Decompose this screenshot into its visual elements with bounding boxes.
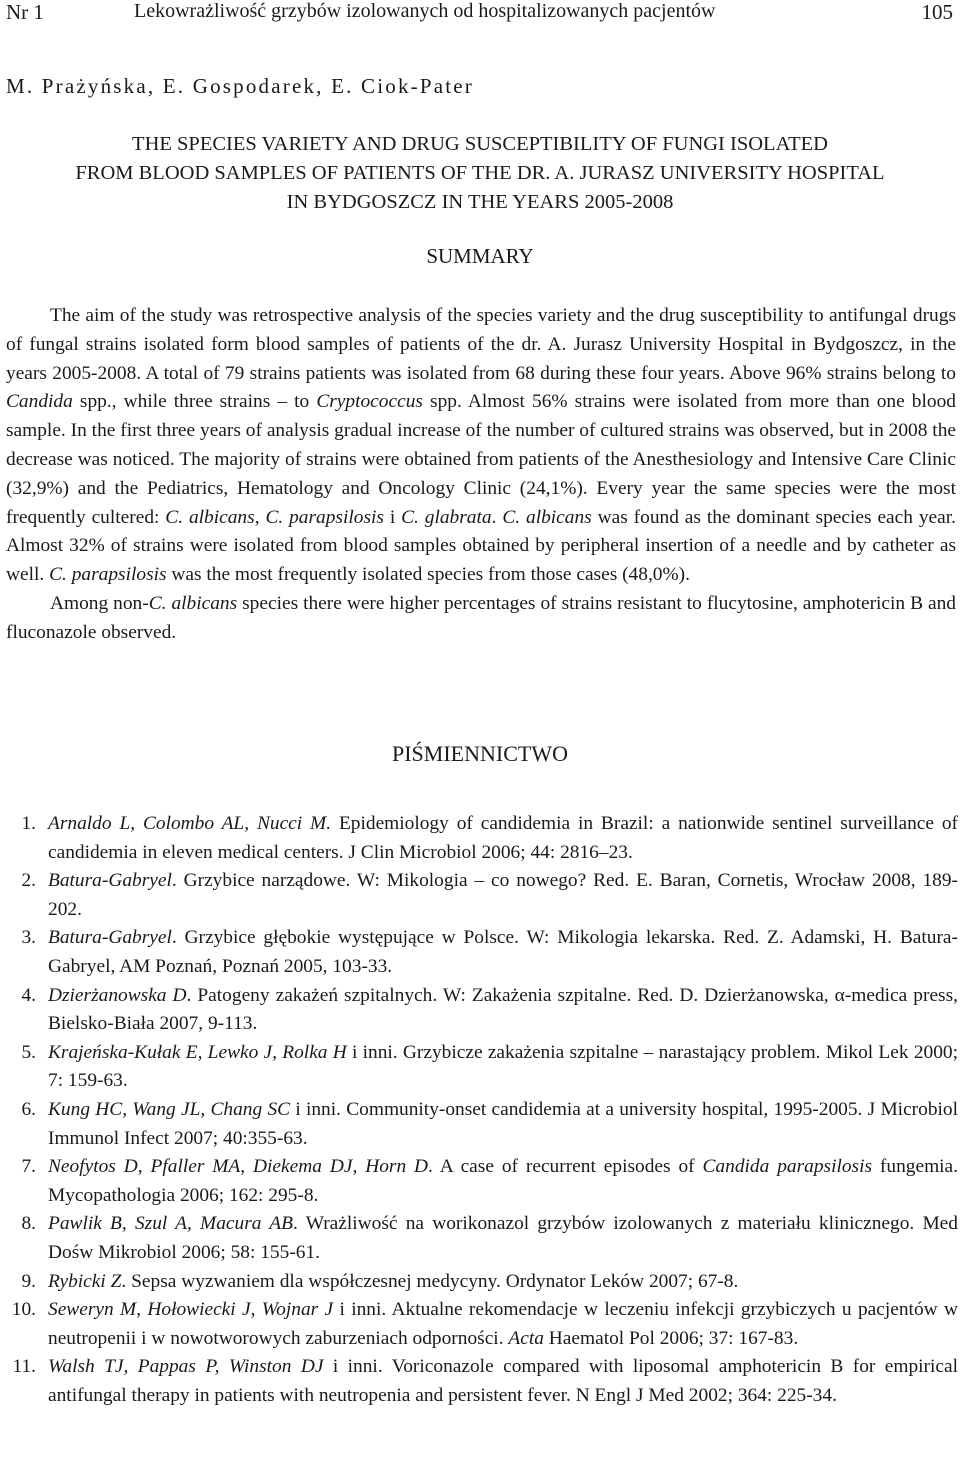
taxon-name: C. parapsilosis (49, 564, 167, 586)
reference-item (0, 1039, 958, 1096)
reference-item (0, 1153, 958, 1210)
taxon-name: C. parapsilosis (265, 506, 384, 528)
reference-number: 2. (21, 870, 36, 892)
reference-text: . Patogeny zakażeń szpitalnych. W: Zakażenia szpitalne. Red. D. Dzierżanowska, α-medica press, Bielsko-Biała 2007, 9-113. (48, 984, 958, 1035)
text-run: was the most frequently isolated species from those cases (48,0%). (166, 564, 690, 586)
page-number: 105 (921, 0, 953, 24)
reference-text: i inni. Voriconazole compared with liposomal amphotericin B for empirical antifungal therapy in patients with neutropenia and persistent fever. N Engl J Med 2002; 364: 225-34. (48, 1356, 959, 1406)
text-run: Among non- (50, 592, 149, 614)
taxon-name: Candida parapsilosis (702, 1156, 873, 1178)
reference-number: 9. (21, 1270, 36, 1292)
text-run: . (491, 506, 503, 528)
reference-authors: Dzierżanowska D (48, 984, 187, 1006)
journal-name: Acta (508, 1327, 544, 1349)
reference-text: i inni. Grzybicze zakażenia szpitalne – narastający problem. Mikol Lek 2000; 7: 159-63. (48, 1041, 958, 1092)
reference-authors: Arnaldo L, Colombo AL, Nucci M. (48, 813, 332, 834)
reference-item (0, 867, 958, 924)
reference-text: fungemia. Mycopathologia 2006; 162: 295-8. (48, 1156, 959, 1206)
reference-item (0, 1268, 958, 1297)
taxon-name: C. albicans (148, 592, 238, 614)
title-line: IN BYDGOSZCZ IN THE YEARS 2005-2008 (286, 191, 674, 213)
reference-number: 6. (21, 1098, 36, 1120)
reference-number: 1. (21, 813, 36, 834)
reference-text: Haematol Pol 2006; 37: 167-83. (543, 1327, 799, 1349)
taxon-name: C. albicans (165, 506, 255, 528)
reference-number: 8. (21, 1213, 36, 1235)
taxon-name: C. glabrata (401, 506, 492, 528)
running-title: Lekowrażliwość grzybów izolowanych od hospitalizowanych pacjentów (134, 0, 716, 22)
article-title (0, 130, 960, 217)
text-run: i (383, 506, 402, 528)
reference-item (0, 810, 958, 867)
summary-paragraph (6, 590, 956, 648)
summary-paragraph (6, 302, 956, 590)
reference-number: 10. (11, 1299, 36, 1321)
reference-item (0, 924, 958, 981)
text-run: was found as the dominant species each year. Almost 32% of strains were isolated from blood samples obtained by peripheral insertion of a needle and by catheter as well. (6, 506, 956, 586)
reference-text: Epidemiology of candidemia in Brazil: a nationwide sentinel surveillance of candidemia in eleven medical centers. J Clin Microbiol 2006; 44: 2816–23. (48, 813, 959, 863)
reference-item (0, 1353, 958, 1410)
reference-text: i inni. Aktualne rekomendacje w leczeniu infekcji grzybiczych u pacjentów w neutropenii i w nowotworowych zaburzeniach odporności. (48, 1299, 958, 1349)
reference-authors: Batura-Gabryel (48, 927, 172, 949)
reference-item (0, 982, 958, 1039)
reference-number: 5. (21, 1041, 36, 1063)
reference-item (0, 1096, 958, 1153)
reference-number: 3. (21, 927, 36, 949)
reference-authors: Walsh TJ, Pappas P, Winston DJ (48, 1356, 324, 1378)
reference-authors: Neofytos D, Pfaller MA, Diekema DJ, Horn D (48, 1156, 429, 1178)
reference-authors: Batura-Gabryel (48, 870, 172, 892)
title-line: THE SPECIES VARIETY AND DRUG SUSCEPTIBILITY OF FUNGI ISOLATED (132, 133, 828, 155)
taxon-name: C. albicans (502, 506, 592, 528)
reference-number: 4. (21, 984, 36, 1006)
reference-item (0, 1210, 958, 1267)
authors: M. Prażyńska, E. Gospodarek, E. Ciok-Pater (6, 74, 474, 98)
reference-number: 7. (21, 1156, 36, 1178)
text-run: spp. Almost 56% strains were isolated from more than one blood sample. In the first three years of analysis gradual increase of the number of cultured strains was observed, but in 2008 the decrease was noticed. The majority of strains were obtained from patients of the Anesthesiology and Intensive Care Clinic (32,9%) and the Pediatrics, Hematology and Oncology Clinic (24,1%). Every year the same species were the most frequently cultered: (6, 391, 956, 528)
taxon-name: Cryptococcus (316, 391, 423, 413)
title-line: FROM BLOOD SAMPLES OF PATIENTS OF THE DR. A. JURASZ UNIVERSITY HOSPITAL (75, 162, 885, 184)
text-run: spp., while three strains – to (72, 391, 317, 413)
text-run: , (254, 506, 266, 528)
reference-authors: Pawlik B, Szul A, Macura AB (48, 1213, 293, 1235)
reference-authors: Krajeńska-Kułak E, Lewko J, Rolka H (48, 1041, 347, 1063)
summary-body (6, 302, 956, 648)
references-heading: PIŚMIENNICTWO (392, 741, 568, 766)
reference-authors: Kung HC, Wang JL, Chang SC (48, 1098, 291, 1120)
issue-number: Nr 1 (6, 0, 44, 24)
reference-item (0, 1296, 958, 1353)
reference-text: . Grzybice narządowe. W: Mikologia – co nowego? Red. E. Baran, Cornetis, Wrocław 2008, 189-202. (48, 870, 958, 920)
running-header (0, 0, 960, 30)
reference-text: . Wrażliwość na worikonazol grzybów izolowanych z materiału klinicznego. Med Dośw Mikrobiol 2006; 58: 155-61. (48, 1213, 958, 1263)
reference-text: . Sepsa wyzwaniem dla współczesnej medycyny. Ordynator Leków 2007; 67-8. (121, 1270, 739, 1292)
summary-heading: SUMMARY (426, 244, 534, 268)
taxon-name: Candida (6, 391, 73, 413)
reference-number: 11. (12, 1356, 36, 1378)
text-run: species there were higher percentages of strains resistant to flucytosine, amphotericin B and fluconazole observed. (6, 592, 956, 643)
references-list (0, 810, 958, 1410)
reference-text: . A case of recurrent episodes of (428, 1156, 703, 1178)
reference-authors: Rybicki Z (48, 1270, 122, 1292)
reference-text: i inni. Community-onset candidemia at a university hospital, 1995-2005. J Microbiol Immunol Infect 2007; 40:355-63. (48, 1098, 958, 1149)
reference-authors: Seweryn M, Hołowiecki J, Wojnar J (48, 1299, 334, 1321)
reference-text: . Grzybice głębokie występujące w Polsce. W: Mikologia lekarska. Red. Z. Adamski, H. Batura-Gabryel, AM Poznań, Poznań 2005, 103-33. (48, 927, 958, 977)
text-run: The aim of the study was retrospective analysis of the species variety and the drug susceptibility to antifungal drugs of fungal strains isolated form blood samples of patients of the dr. A. Jurasz University Hospital in Bydgoszcz, in the years 2005-2008. A total of 79 strains patients was isolated from 68 during these four years. Above 96% strains belong to (6, 305, 956, 384)
